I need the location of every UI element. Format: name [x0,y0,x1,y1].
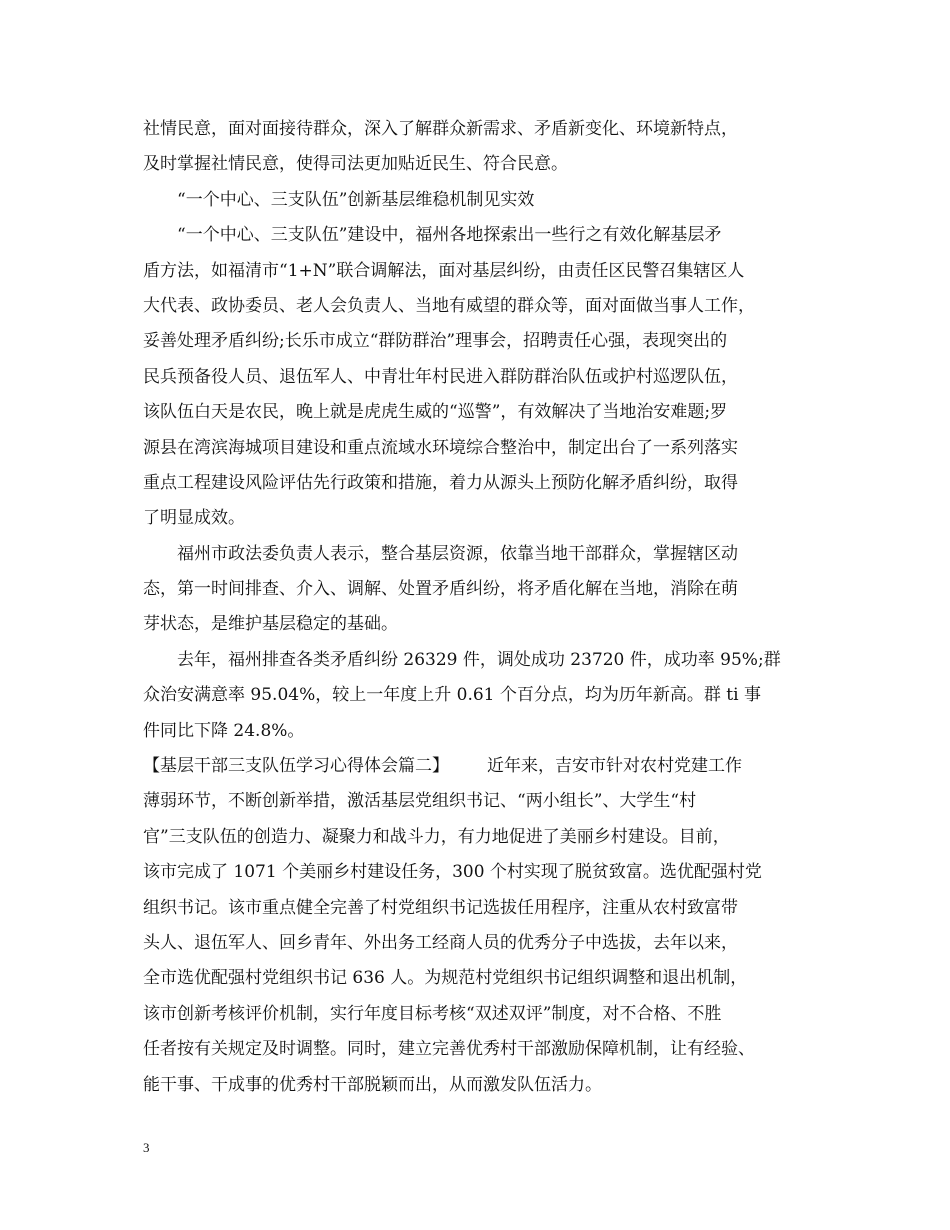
text-line: 芽状态，是维护基层稳定的基础。 [143,614,398,635]
text-line: 盾方法，如福清市“1+N”联合调解法，面对基层纠纷，由责任区民警召集辖区人 [143,260,745,281]
text-line: 能干事、干成事的优秀村干部脱颖而出，从而激发队伍活力。 [143,1074,602,1095]
text-line: 民兵预备役人员、退伍军人、中青壮年村民进入群防群治队伍或护村巡逻队伍， [143,366,738,387]
section-subheading: “一个中心、三支队伍”创新基层维稳机制见实效 [177,189,535,210]
text-line: 及时掌握社情民意，使得司法更加贴近民生、符合民意。 [143,154,568,175]
text-line: 该队伍白天是农民，晚上就是虎虎生威的“巡警”，有效解决了当地治安难题;罗 [143,402,728,423]
text-line: 头人、退伍军人、回乡青年、外出务工经商人员的优秀分子中选拔，去年以来， [143,932,738,953]
page-number: 3 [143,1140,150,1155]
text-line: 大代表、政协委员、老人会负责人、当地有威望的群众等，面对面做当事人工作， [143,295,755,316]
text-line: 妥善处理矛盾纠纷;长乐市成立“群防群治”理事会，招聘责任心强，表现突出的 [143,331,728,352]
text-line: 任者按有关规定及时调整。同时，建立完善优秀村干部激励保障机制，让有经验、 [143,1039,755,1060]
body-text [143,112,828,1103]
article-heading: 【基层干部三支队伍学习心得体会篇二】 [143,756,449,777]
text-line: 众治安满意率 95.04%，较上一年度上升 0.61 个百分点，均为历年新高。群 ti 事 [143,685,761,706]
text-line: 了明显成效。 [143,508,245,529]
text-line: 重点工程建设风险评估先行政策和措施，着力从源头上预防化解矛盾纠纷，取得 [143,472,738,493]
text-line: 薄弱环节，不断创新举措，激活基层党组织书记、“两小组长”、大学生“村 [143,791,697,812]
text-line: 社情民意，面对面接待群众，深入了解群众新需求、矛盾新变化、环境新特点， [143,119,738,139]
article-heading-line [143,749,828,784]
text-line: 源县在湾滨海城项目建设和重点流域水环境综合整治中，制定出台了一系列落实 [143,437,738,458]
text-line: 态，第一时间排查、介入、调解、处置矛盾纠纷，将矛盾化解在当地，消除在萌 [143,579,738,600]
text-line: 官”三支队伍的创造力、凝聚力和战斗力，有力地促进了美丽乡村建设。目前， [143,826,730,847]
text-line: 近年来，吉安市针对农村党建工作 [487,756,742,777]
text-line: 件同比下降 24.8%。 [143,720,305,741]
text-line: 去年，福州排查各类矛盾纠纷 26329 件，调处成功 23720 件，成功率 95%;群 [177,649,781,670]
text-line: 该市完成了 1071 个美丽乡村建设任务，300 个村实现了脱贫致富。选优配强村党 [143,862,762,883]
text-line: 全市选优配强村党组织书记 636 人。为规范村党组织书记组织调整和退出机制， [143,968,748,989]
text-line: 组织书记。该市重点健全完善了村党组织书记选拔任用程序，注重从农村致富带 [143,897,738,918]
text-line: 福州市政法委负责人表示，整合基层资源，依靠当地干部群众，掌握辖区动 [177,543,738,564]
text-line: 该市创新考核评价机制，实行年度目标考核“双述双评”制度，对不合格、不胜 [143,1003,722,1024]
text-line: “一个中心、三支队伍”建设中，福州各地探索出一些行之有效化解基层矛 [177,225,722,246]
